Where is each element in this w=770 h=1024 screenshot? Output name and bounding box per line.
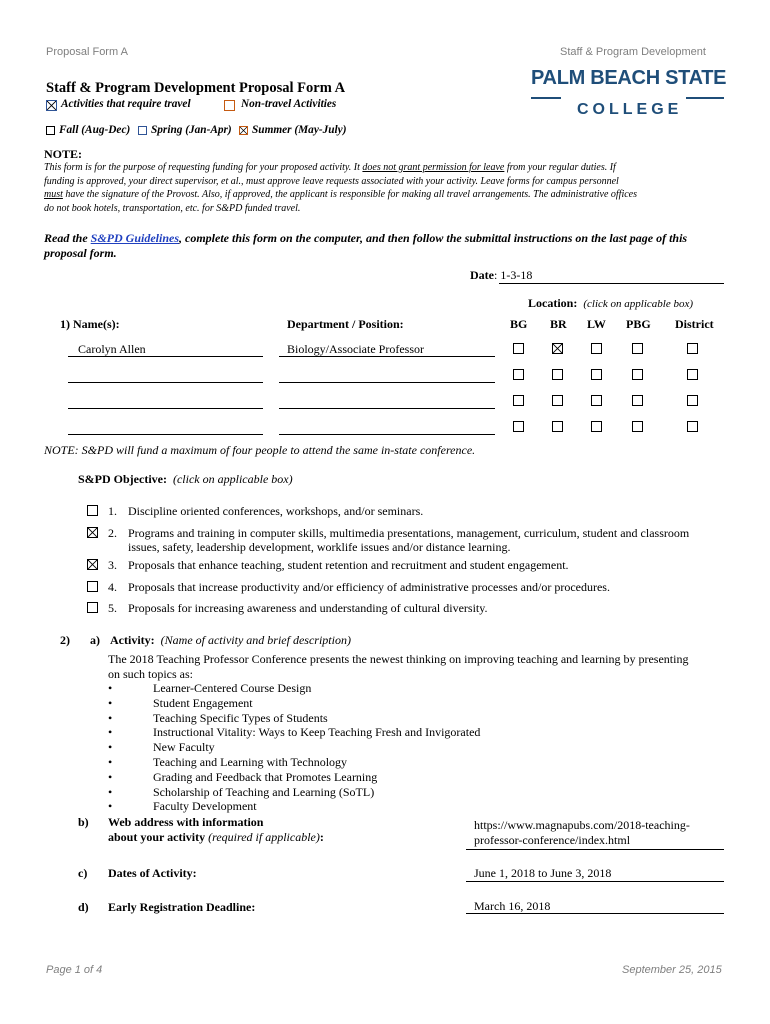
web-label-line1: Web address with information	[108, 815, 264, 829]
bullet-dot: •	[108, 769, 113, 784]
dept-field-line	[279, 434, 495, 435]
note-heading: NOTE:	[44, 147, 83, 161]
person-dept[interactable]: Biology/Associate Professor	[287, 342, 424, 356]
objective-checkbox-4[interactable]	[87, 581, 98, 592]
location-checkbox-bg[interactable]	[513, 421, 524, 432]
location-checkbox-bg[interactable]	[513, 343, 524, 354]
location-checkbox-district[interactable]	[687, 421, 698, 432]
spring-checkbox[interactable]	[138, 126, 147, 135]
topic-list-item: Faculty Development	[153, 799, 257, 814]
objective-text: Programs and training in computer skills, multimedia presentations, management, curriculum, student and classroom	[128, 526, 690, 540]
loc-header-pbg: PBG	[626, 317, 651, 331]
loc-header-lw: LW	[587, 317, 606, 331]
note-line4: do not book hotels, transportation, etc. for S&PD funded travel.	[44, 203, 301, 214]
logo-rule-left	[531, 97, 561, 99]
location-checkbox-lw[interactable]	[591, 421, 602, 432]
nontravel-label: Non-travel Activities	[241, 98, 337, 110]
note-line2: funding is approved, your direct supervisor, et al., must approve leave requests associated with your activity. Leave forms for campus personnel	[44, 176, 619, 187]
fall-checkbox[interactable]	[46, 126, 55, 135]
objective-checkbox-2[interactable]	[87, 527, 98, 538]
objective-checkbox-1[interactable]	[87, 505, 98, 516]
name-field-line	[68, 356, 263, 357]
location-checkbox-br[interactable]	[552, 369, 563, 380]
objective-number: 4.	[108, 580, 117, 594]
location-checkbox-bg[interactable]	[513, 369, 524, 380]
objective-number: 3.	[108, 558, 117, 572]
bullet-dot: •	[108, 784, 113, 799]
dept-field-line	[279, 382, 495, 383]
activity-letter: a)	[90, 633, 100, 647]
dept-field-line	[279, 408, 495, 409]
guidelines-link[interactable]: S&PD Guidelines	[90, 231, 180, 245]
spring-label: Spring (Jan-Apr)	[151, 124, 232, 136]
fall-label: Fall (Aug-Dec)	[59, 124, 131, 136]
objective-text: Proposals for increasing awareness and understanding of cultural diversity.	[128, 601, 488, 615]
dates-letter: c)	[78, 866, 88, 880]
bullet-dot: •	[108, 725, 113, 740]
name-field-line	[68, 434, 263, 435]
loc-header-br: BR	[550, 317, 567, 331]
topic-list-item: Learner-Centered Course Design	[153, 681, 312, 695]
location-checkbox-br[interactable]	[552, 343, 563, 354]
dates-label: Dates of Activity:	[108, 866, 197, 880]
location-checkbox-pbg[interactable]	[632, 421, 643, 432]
location-checkbox-pbg[interactable]	[632, 343, 643, 354]
objective-label: S&PD Objective: (click on applicable box)	[78, 472, 293, 486]
topic-list-item: Student Engagement	[153, 695, 253, 710]
location-label: Location: (click on applicable box)	[528, 296, 693, 310]
location-checkbox-pbg[interactable]	[632, 395, 643, 406]
bullet-dot: •	[108, 740, 113, 755]
travel-label: Activities that require travel	[61, 98, 191, 110]
topic-list-item: Scholarship of Teaching and Learning (SoTL)	[153, 784, 375, 799]
activity-desc-line2: on such topics as:	[108, 667, 193, 681]
objective-checkbox-3[interactable]	[87, 559, 98, 570]
summer-checkbox[interactable]	[239, 126, 248, 135]
summer-label: Summer (May-July)	[252, 124, 347, 136]
location-checkbox-pbg[interactable]	[632, 369, 643, 380]
note-line3: must have the signature of the Provost. Also, if approved, the applicant is responsible for making all travel arrangements. The administrative offices	[44, 189, 638, 200]
header-right: Staff & Program Development	[560, 46, 706, 58]
header-left: Proposal Form A	[46, 46, 128, 58]
note-line1: This form is for the purpose of requesting funding for your proposed activity. It does not grant permission for leave from your regular duties. If	[44, 162, 616, 173]
deadline-label: Early Registration Deadline:	[108, 900, 256, 914]
activity-desc-line1: The 2018 Teaching Professor Conference presents the newest thinking on improving teaching and learning by presenting	[108, 652, 689, 666]
travel-checkbox[interactable]	[46, 100, 57, 111]
date-line	[499, 283, 724, 284]
topic-list-item: Teaching Specific Types of Students	[153, 710, 328, 725]
date-row: Date: 1-3-18	[470, 268, 533, 282]
logo-line2: COLLEGE	[577, 101, 683, 118]
location-checkbox-lw[interactable]	[591, 343, 602, 354]
dates-value: June 1, 2018 to June 3, 2018	[474, 866, 612, 880]
page-title: Staff & Program Development Proposal Form A	[46, 80, 346, 96]
web-value-line1: https://www.magnapubs.com/2018-teaching-	[474, 818, 690, 832]
footer-date: September 25, 2015	[622, 964, 722, 976]
logo-rule-right	[686, 97, 724, 99]
footer-page: Page 1 of 4	[46, 964, 103, 976]
bullet-dot: •	[108, 799, 113, 814]
topic-list-item: Teaching and Learning with Technology	[153, 755, 348, 769]
objective-number: 2.	[108, 526, 117, 540]
objective-checkbox-5[interactable]	[87, 602, 98, 613]
dept-header: Department / Position:	[287, 317, 404, 331]
location-checkbox-district[interactable]	[687, 343, 698, 354]
instructions-line2: proposal form.	[44, 246, 117, 260]
topic-list-item: Grading and Feedback that Promotes Learning	[153, 769, 378, 784]
activity-label: Activity: (Name of activity and brief description)	[110, 633, 351, 647]
bullet-dot: •	[108, 710, 113, 725]
location-checkbox-bg[interactable]	[513, 395, 524, 406]
nontravel-checkbox[interactable]	[224, 100, 235, 111]
dept-field-line	[279, 356, 495, 357]
deadline-value: March 16, 2018	[474, 899, 551, 913]
location-checkbox-br[interactable]	[552, 395, 563, 406]
objective-text: Discipline oriented conferences, workshops, and/or seminars.	[128, 504, 424, 518]
bullet-dot: •	[108, 755, 113, 769]
location-checkbox-br[interactable]	[552, 421, 563, 432]
logo-line1: PALM BEACH STATE	[531, 67, 727, 89]
name-field-line	[68, 408, 263, 409]
topic-list-item: Instructional Vitality: Ways to Keep Teaching Fresh and Invigorated	[153, 725, 481, 740]
name-field-line	[68, 382, 263, 383]
names-header: 1) Name(s):	[60, 317, 120, 331]
bullet-dot: •	[108, 681, 113, 695]
web-letter: b)	[78, 815, 89, 829]
bullet-dot: •	[108, 695, 113, 710]
loc-header-bg: BG	[510, 317, 528, 331]
location-checkbox-district[interactable]	[687, 395, 698, 406]
deadline-field-line	[466, 913, 724, 914]
objective-text-line2: issues, safety, leadership development, worklife issues and/or distance learning.	[128, 540, 511, 554]
objective-number: 1.	[108, 504, 117, 518]
deadline-letter: d)	[78, 900, 89, 914]
objective-number: 5.	[108, 601, 117, 615]
section2-num: 2)	[60, 633, 70, 647]
web-value-line2: professor-conference/index.html	[474, 833, 631, 847]
location-checkbox-lw[interactable]	[591, 369, 602, 380]
topic-list-item: New Faculty	[153, 740, 215, 755]
max-people-note: NOTE: S&PD will fund a maximum of four people to attend the same in-state conference.	[44, 443, 476, 457]
location-checkbox-lw[interactable]	[591, 395, 602, 406]
instructions: Read the S&PD Guidelines, complete this form on the computer, and then follow the submittal instructions on the last page of this	[44, 231, 688, 245]
date-value: 1-3-18	[500, 268, 533, 282]
objective-text: Proposals that increase productivity and/or efficiency of administrative processes and/or procedures.	[128, 580, 610, 594]
loc-header-district: District	[675, 317, 714, 331]
location-checkbox-district[interactable]	[687, 369, 698, 380]
web-label-line2: about your activity (required if applicable):	[108, 830, 324, 844]
web-field-line	[466, 849, 724, 850]
objective-text: Proposals that enhance teaching, student retention and recruitment and student engagement.	[128, 558, 569, 572]
dates-field-line	[466, 881, 724, 882]
person-name[interactable]: Carolyn Allen	[78, 342, 146, 356]
